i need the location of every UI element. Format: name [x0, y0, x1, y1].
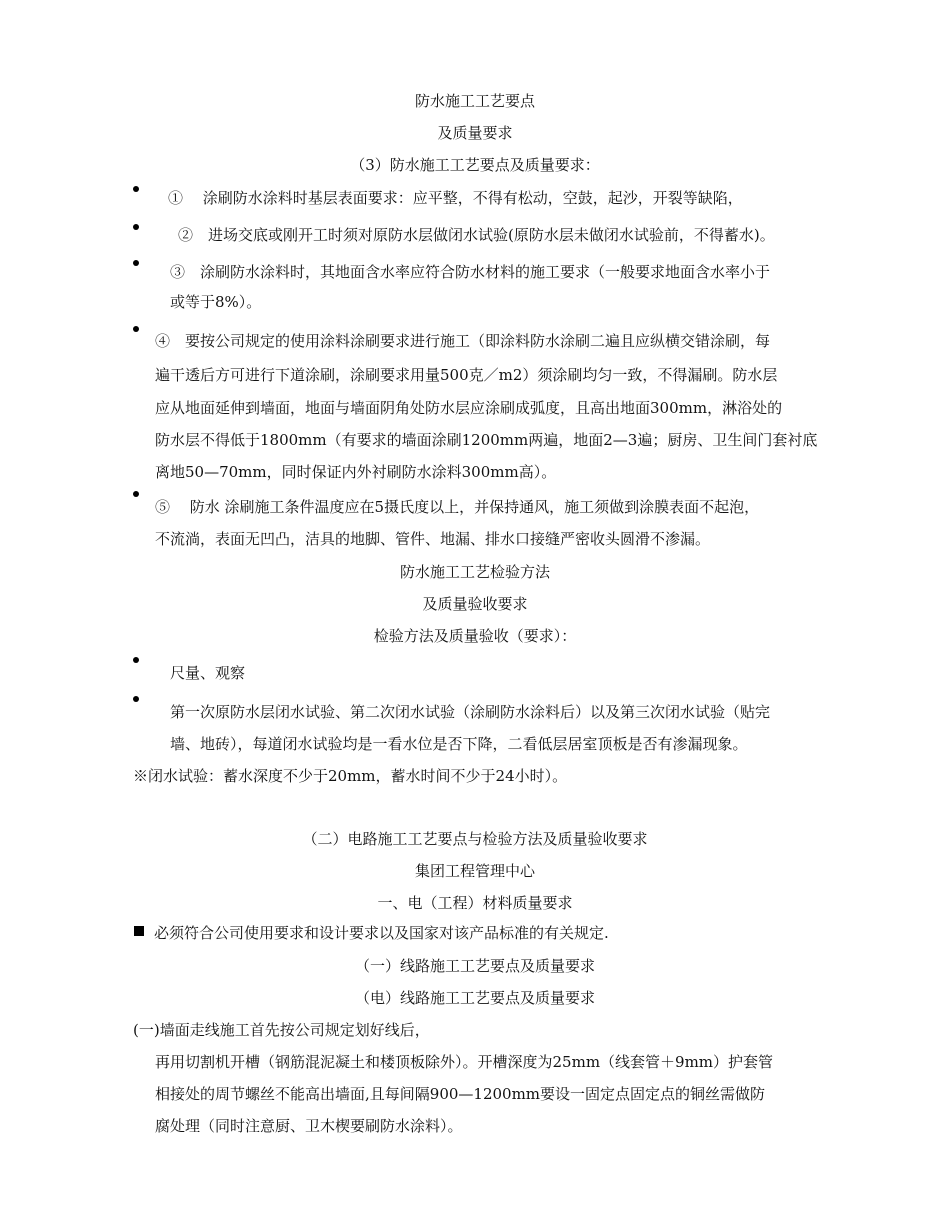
list-item-line: 第一次原防水层闭水试验、第二次闭水试验（涂刷防水涂料后）以及第三次闭水试验（贴完: [170, 703, 771, 721]
bullet-icon: [133, 186, 139, 192]
bullet-icon: [133, 326, 139, 332]
section-title: 防水施工工艺检验方法: [399, 563, 550, 581]
bullet-icon: [133, 491, 139, 497]
list-item-line: ① 涂刷防水涂料时基层表面要求：应平整，不得有松动，空鼓，起沙，开裂等缺陷，: [168, 189, 743, 207]
list-item-line: ⑤ 防水 涂刷施工条件温度应在5摄氏度以上，并保持通风，施工须做到涂膜表面不起泡，: [155, 498, 760, 516]
list-item-line: 遍干透后方可进行下道涂刷，涂刷要求用量500克／m2）须涂刷均匀一致，不得漏刷。防水层: [155, 366, 778, 384]
list-item-line: 墙、地砖），每道闭水试验均是一看水位是否下降，二看低层居室顶板是否有渗漏现象。: [170, 735, 748, 753]
section-subtitle: （3）防水施工工艺要点及质量要求：: [350, 156, 600, 174]
list-item-line: 应从地面延伸到墙面，地面与墙面阴角处防水层应涂刷成弧度，且高出地面300mm，淋浴处的: [155, 399, 783, 417]
bullet-icon: [133, 696, 139, 702]
paragraph-line: 相接处的周节螺丝不能高出墙面,且每间隔900—1200mm要设一固定点固定点的铜丝需做防: [155, 1085, 766, 1103]
heading: 一、电（工程）材料质量要求: [377, 894, 573, 912]
list-item-line: 防水层不得低于1800mm（有要求的墙面涂刷1200mm两遍，地面2—3遍；厨房、卫生间门套衬底: [155, 431, 818, 449]
list-item-line: 不流淌，表面无凹凸，洁具的地脚、管件、地漏、排水口接缝严密收头圆滑不渗漏。: [155, 530, 711, 548]
bullet-icon: [133, 657, 139, 663]
heading: （电）线路施工工艺要点及质量要求: [354, 989, 595, 1007]
section-title: （二）电路施工工艺要点与检验方法及质量验收要求: [302, 830, 648, 848]
bullet-icon: [133, 224, 139, 230]
bullet-icon: [133, 260, 139, 266]
paragraph-line: (一)墙面走线施工首先按公司规定划好线后，: [133, 1021, 430, 1039]
list-item-line: ③ 涂刷防水涂料时，其地面含水率应符合防水材料的施工要求（一般要求地面含水率小于: [170, 263, 771, 281]
square-bullet-icon: [134, 926, 144, 936]
section-title-line2: 及质量要求: [437, 124, 513, 142]
list-item-line: 尺量、观察: [170, 664, 246, 682]
section-subtitle: 检验方法及质量验收（要求）：: [373, 627, 577, 645]
list-item-line: ④ 要按公司规定的使用涂料涂刷要求进行施工（即涂料防水涂刷二遍且应纵横交错涂刷，每: [155, 332, 771, 350]
paragraph-line: 腐处理（同时注意厨、卫木楔要刷防水涂料）。: [155, 1117, 463, 1135]
list-item-line: 必须符合公司使用要求和设计要求以及国家对该产品标准的有关规定.: [154, 924, 609, 942]
paragraph-line: 再用切割机开槽（钢筋混泥凝土和楼顶板除外）。开槽深度为25mm（线套管＋9mm）护套管: [155, 1053, 774, 1071]
organization-name: 集团工程管理中心: [414, 862, 535, 880]
note: ※闭水试验：蓄水深度不少于20mm，蓄水时间不少于24小时）。: [133, 767, 568, 785]
section-title: 防水施工工艺要点: [414, 92, 535, 110]
section-title-line2: 及质量验收要求: [422, 595, 528, 613]
list-item-line: 或等于8%）。: [170, 293, 262, 311]
list-item-line: ② 进场交底或刚开工时须对原防水层做闭水试验(原防水层未做闭水试验前，不得蓄水)。: [178, 226, 775, 244]
heading: （一）线路施工工艺要点及质量要求: [354, 957, 595, 975]
list-item-line: 离地50—70mm，同时保证内外衬刷防水涂料300mm高）。: [155, 463, 557, 481]
